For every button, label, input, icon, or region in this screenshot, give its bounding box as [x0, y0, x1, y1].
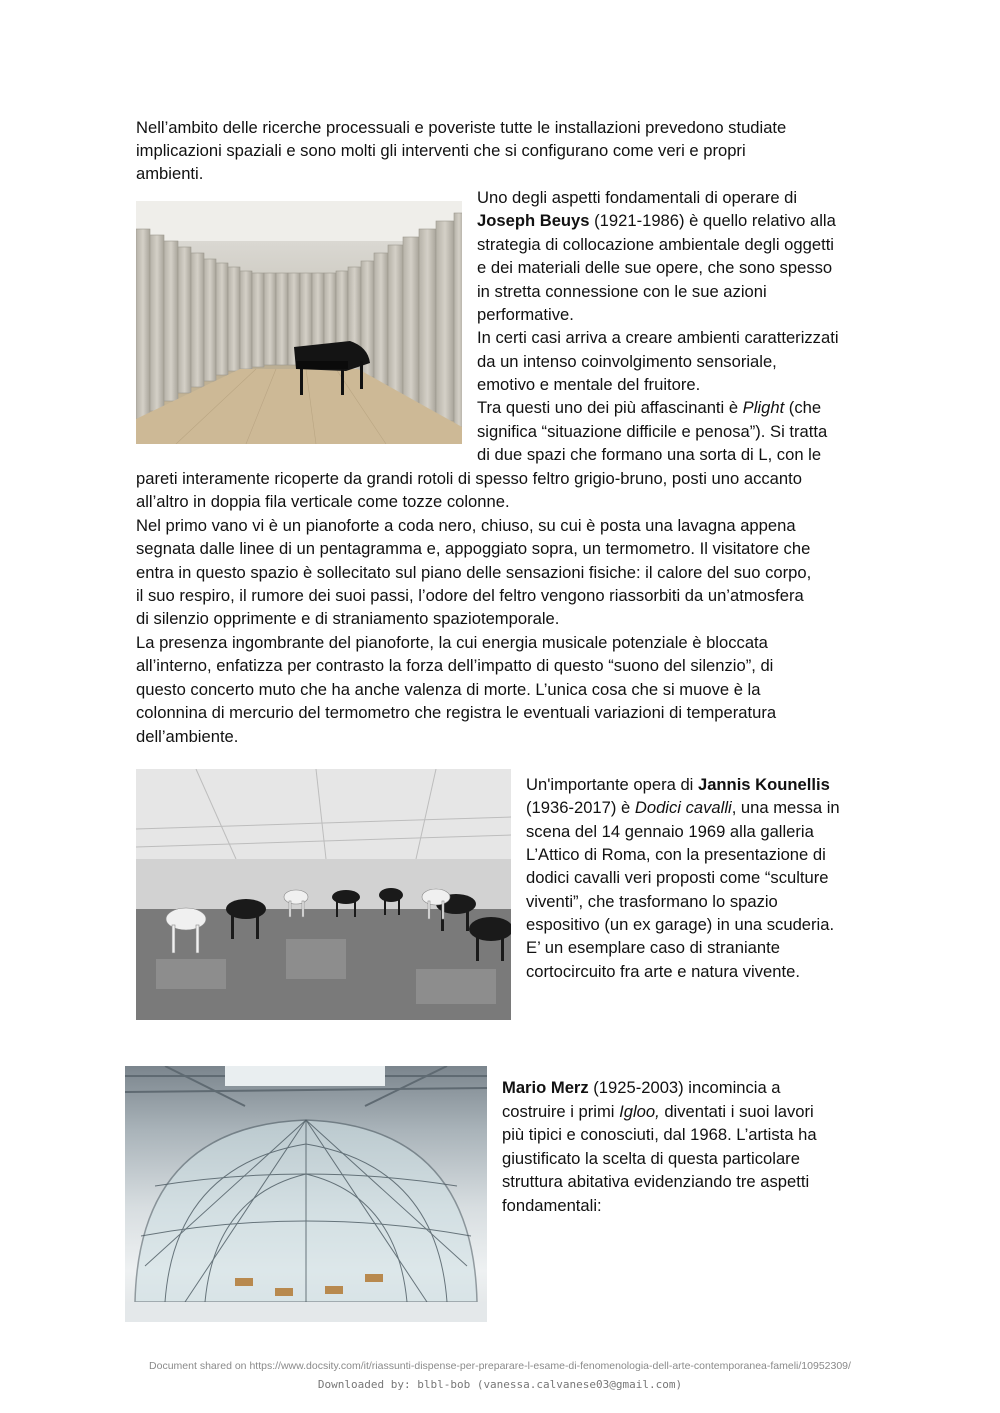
intro-line-3: ambienti. [136, 164, 204, 183]
merz-line-4: giustificato la scelta di questa particolare [502, 1149, 800, 1168]
beuys-wide-line-11: colonnina di mercurio del termometro che registra le eventuali variazioni di temperatura [136, 703, 777, 722]
beuys-line-9: emotivo e mentale del fruitore. [477, 375, 701, 394]
artist-name-kounellis: Jannis Kounellis [697, 775, 830, 794]
beuys-line-3: strategia di collocazione ambientale degli oggetti [477, 235, 834, 254]
kounellis-line-8: E’ un esemplare caso di straniante [526, 938, 780, 957]
beuys-wide-line-10: questo concerto muto che ha anche valenza di morte. L’unica cosa che si muove è la [136, 680, 761, 699]
beuys-wide-line-3: Nel primo vano vi è un pianoforte a coda nero, chiuso, su cui è posta una lavagna appena [136, 516, 796, 535]
beuys-line-12: di due spazi che formano una sorta di L, con le [477, 445, 822, 464]
artist-name-merz: Mario Merz [502, 1078, 589, 1097]
beuys-wide-line-1: pareti interamente ricoperte da grandi rotoli di spesso feltro grigio-bruno, posti uno accanto [136, 469, 802, 488]
felt-room-piano-illustration [136, 201, 462, 444]
beuys-plight-photo [136, 201, 462, 444]
kounellis-horses-photo [136, 769, 511, 1020]
kounellis-line-6: viventi”, che trasformano lo spazio [526, 892, 778, 911]
merz-line-6: fondamentali: [502, 1196, 602, 1215]
beuys-wide-line-8: La presenza ingombrante del pianoforte, la cui energia musicale potenziale è bloccata [136, 633, 768, 652]
beuys-line-2: Joseph Beuys (1921-1986) è quello relativo alla [477, 211, 836, 230]
merz-line-2: costruire i primi Igloo, diventati i suoi lavori [502, 1102, 814, 1121]
beuys-line-6: performative. [477, 305, 574, 324]
beuys-wide-line-7: di silenzio opprimente e di straniamento spaziotemporale. [136, 609, 560, 628]
merz-igloo-photo [125, 1066, 487, 1322]
work-title-plight: Plight [742, 398, 785, 417]
kounellis-line-1: Un'importante opera di Jannis Kounellis [526, 775, 830, 794]
beuys-line-1: Uno degli aspetti fondamentali di operare di [477, 188, 798, 207]
glass-igloo-illustration [125, 1066, 487, 1322]
artist-name-beuys: Joseph Beuys [477, 211, 590, 230]
beuys-wide-line-12: dell’ambiente. [136, 727, 239, 746]
intro-line-2: implicazioni spaziali e sono molti gli interventi che si configurano come veri e propri [136, 141, 746, 160]
beuys-line-7: In certi casi arriva a creare ambienti caratterizzati [477, 328, 839, 347]
footer-shared-link[interactable]: Document shared on https://www.docsity.com/it/riassunti-dispense-per-preparare-l-esame-di-fenomenologia-dell-arte-contemporanea-fameli/10952309/ [149, 1360, 851, 1372]
beuys-wide-line-5: entra in questo spazio è sollecitato sul piano delle sensazioni fisiche: il calore del suo corpo, [136, 563, 812, 582]
beuys-line-11: significa “situazione difficile e penosa”). Si tratta [477, 422, 828, 441]
beuys-line-4: e dei materiali delle sue opere, che sono spesso [477, 258, 833, 277]
merz-line-5: struttura abitativa evidenziando tre aspetti [502, 1172, 810, 1191]
kounellis-line-7: espositivo (un ex garage) in una scuderia. [526, 915, 835, 934]
merz-line-3: più tipici e conosciuti, dal 1968. L’artista ha [502, 1125, 817, 1144]
beuys-wide-line-9: all’interno, enfatizza per contrasto la forza dell’impatto di questo “suono del silenzio”, di [136, 656, 774, 675]
beuys-wide-line-4: segnata dalle linee di un pentagramma e, appoggiato sopra, un termometro. Il visitatore che [136, 539, 811, 558]
intro-line-1: Nell’ambito delle ricerche processuali e poveriste tutte le installazioni prevedono studiate [136, 118, 787, 137]
merz-line-1: Mario Merz (1925-2003) incomincia a [502, 1078, 781, 1097]
beuys-line-5: in stretta connessione con le sue azioni [477, 282, 767, 301]
work-title-dodici-cavalli: Dodici cavalli [634, 798, 732, 817]
horses-gallery-illustration [136, 769, 511, 1020]
beuys-line-8: da un intenso coinvolgimento sensoriale, [477, 352, 777, 371]
footer-downloaded-by: Downloaded by: blbl-bob (vanessa.calvanese03@gmail.com) [317, 1378, 683, 1391]
work-title-igloo: Igloo, [619, 1102, 660, 1121]
kounellis-line-5: dodici cavalli veri proposti come “sculture [526, 868, 829, 887]
kounellis-line-4: L’Attico di Roma, con la presentazione di [526, 845, 826, 864]
kounellis-line-3: scena del 14 gennaio 1969 alla galleria [526, 822, 814, 841]
beuys-wide-line-2: all’altro in doppia fila verticale come tozze colonne. [136, 492, 510, 511]
kounellis-line-2: (1936-2017) è Dodici cavalli, una messa in [526, 798, 840, 817]
beuys-line-10: Tra questi uno dei più affascinanti è Plight (che [477, 398, 822, 417]
beuys-wide-line-6: il suo respiro, il rumore dei suoi passi, l’odore del feltro vengono riassorbiti da un’atmosfera [136, 586, 804, 605]
kounellis-line-9: cortocircuito fra arte e natura vivente. [526, 962, 800, 981]
